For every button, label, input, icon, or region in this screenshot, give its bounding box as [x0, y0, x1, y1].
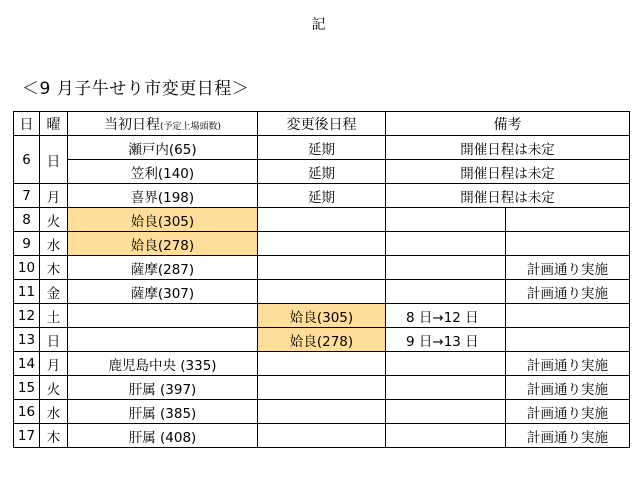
cell-changed-highlighted: 姶良(305) [258, 304, 386, 328]
cell-note-1 [386, 400, 506, 424]
cell-changed [258, 208, 386, 232]
cell-note: 開催日程は未定 [386, 136, 630, 160]
cell-day: 13 [14, 328, 40, 352]
table-row [14, 256, 630, 280]
cell-day: 10 [14, 256, 40, 280]
cell-original-highlighted: 姶良(305) [68, 208, 258, 232]
table-row [14, 160, 630, 184]
cell-weekday: 月 [40, 184, 68, 208]
cell-day: 14 [14, 352, 40, 376]
table-header-row [14, 112, 630, 136]
cell-weekday: 木 [40, 424, 68, 448]
schedule-heading: ＜9 月子牛せり市変更日程＞ [22, 79, 250, 99]
cell-note-2 [506, 232, 630, 256]
cell-note-1 [386, 256, 506, 280]
table-row [14, 328, 630, 352]
cell-note-2: 計画通り実施 [506, 400, 630, 424]
table-row [14, 280, 630, 304]
table-row [14, 424, 630, 448]
cell-original: 薩摩(307) [68, 280, 258, 304]
cell-note-2: 計画通り実施 [506, 256, 630, 280]
cell-note-1 [386, 280, 506, 304]
cell-original [68, 328, 258, 352]
cell-weekday: 水 [40, 400, 68, 424]
header-original-main: 当初日程 [103, 116, 160, 133]
cell-note: 開催日程は未定 [386, 184, 630, 208]
header-changed-schedule: 変更後日程 [258, 112, 386, 136]
cell-changed [258, 280, 386, 304]
cell-day: 16 [14, 400, 40, 424]
cell-weekday: 日 [40, 328, 68, 352]
cell-note-2 [506, 208, 630, 232]
cell-day: 9 [14, 232, 40, 256]
cell-note-2: 計画通り実施 [506, 352, 630, 376]
cell-note-2: 計画通り実施 [506, 280, 630, 304]
cell-note-1: 9 日→13 日 [386, 328, 506, 352]
cell-day: 15 [14, 376, 40, 400]
cell-note-1 [386, 424, 506, 448]
table-row [14, 232, 630, 256]
cell-weekday: 日 [40, 136, 68, 184]
cell-changed: 延期 [258, 184, 386, 208]
table-row [14, 208, 630, 232]
cell-original: 肝属 (385) [68, 400, 258, 424]
table-row [14, 184, 630, 208]
table-row [14, 136, 630, 160]
cell-weekday: 月 [40, 352, 68, 376]
cell-original: 瀬戸内(65) [68, 136, 258, 160]
cell-changed: 延期 [258, 136, 386, 160]
cell-note: 開催日程は未定 [386, 160, 630, 184]
cell-day: 8 [14, 208, 40, 232]
cell-changed [258, 256, 386, 280]
header-notes: 備考 [386, 112, 630, 136]
cell-day: 12 [14, 304, 40, 328]
cell-weekday: 火 [40, 376, 68, 400]
cell-original [68, 304, 258, 328]
cell-day: 11 [14, 280, 40, 304]
table-row [14, 352, 630, 376]
cell-original: 肝属 (408) [68, 424, 258, 448]
header-original-schedule [68, 112, 258, 136]
cell-note-2: 計画通り実施 [506, 376, 630, 400]
cell-changed [258, 352, 386, 376]
cell-note-2 [506, 304, 630, 328]
cell-weekday: 水 [40, 232, 68, 256]
cell-original: 笠利(140) [68, 160, 258, 184]
cell-note-1 [386, 376, 506, 400]
cell-note-1: 8 日→12 日 [386, 304, 506, 328]
cell-note-1 [386, 232, 506, 256]
header-day: 日 [14, 112, 40, 136]
header-weekday: 曜 [40, 112, 68, 136]
schedule-table [13, 111, 630, 448]
cell-original: 鹿児島中央 (335) [68, 352, 258, 376]
cell-original-highlighted: 姶良(278) [68, 232, 258, 256]
cell-note-2: 計画通り実施 [506, 424, 630, 448]
cell-note-1 [386, 352, 506, 376]
cell-changed [258, 424, 386, 448]
cell-weekday: 火 [40, 208, 68, 232]
cell-changed: 延期 [258, 160, 386, 184]
cell-changed [258, 376, 386, 400]
document-mark: 記 [311, 17, 327, 33]
cell-original: 肝属 (397) [68, 376, 258, 400]
cell-note-1 [386, 208, 506, 232]
table-row [14, 376, 630, 400]
cell-changed [258, 400, 386, 424]
cell-day: 17 [14, 424, 40, 448]
table-row [14, 400, 630, 424]
cell-day: 6 [14, 136, 40, 184]
cell-weekday: 木 [40, 256, 68, 280]
cell-weekday: 金 [40, 280, 68, 304]
cell-note-2 [506, 328, 630, 352]
table-row [14, 304, 630, 328]
cell-changed-highlighted: 姶良(278) [258, 328, 386, 352]
cell-original: 喜界(198) [68, 184, 258, 208]
cell-day: 7 [14, 184, 40, 208]
cell-original: 薩摩(287) [68, 256, 258, 280]
header-original-sub: (予定上場頭数) [159, 121, 222, 132]
cell-weekday: 土 [40, 304, 68, 328]
cell-changed [258, 232, 386, 256]
